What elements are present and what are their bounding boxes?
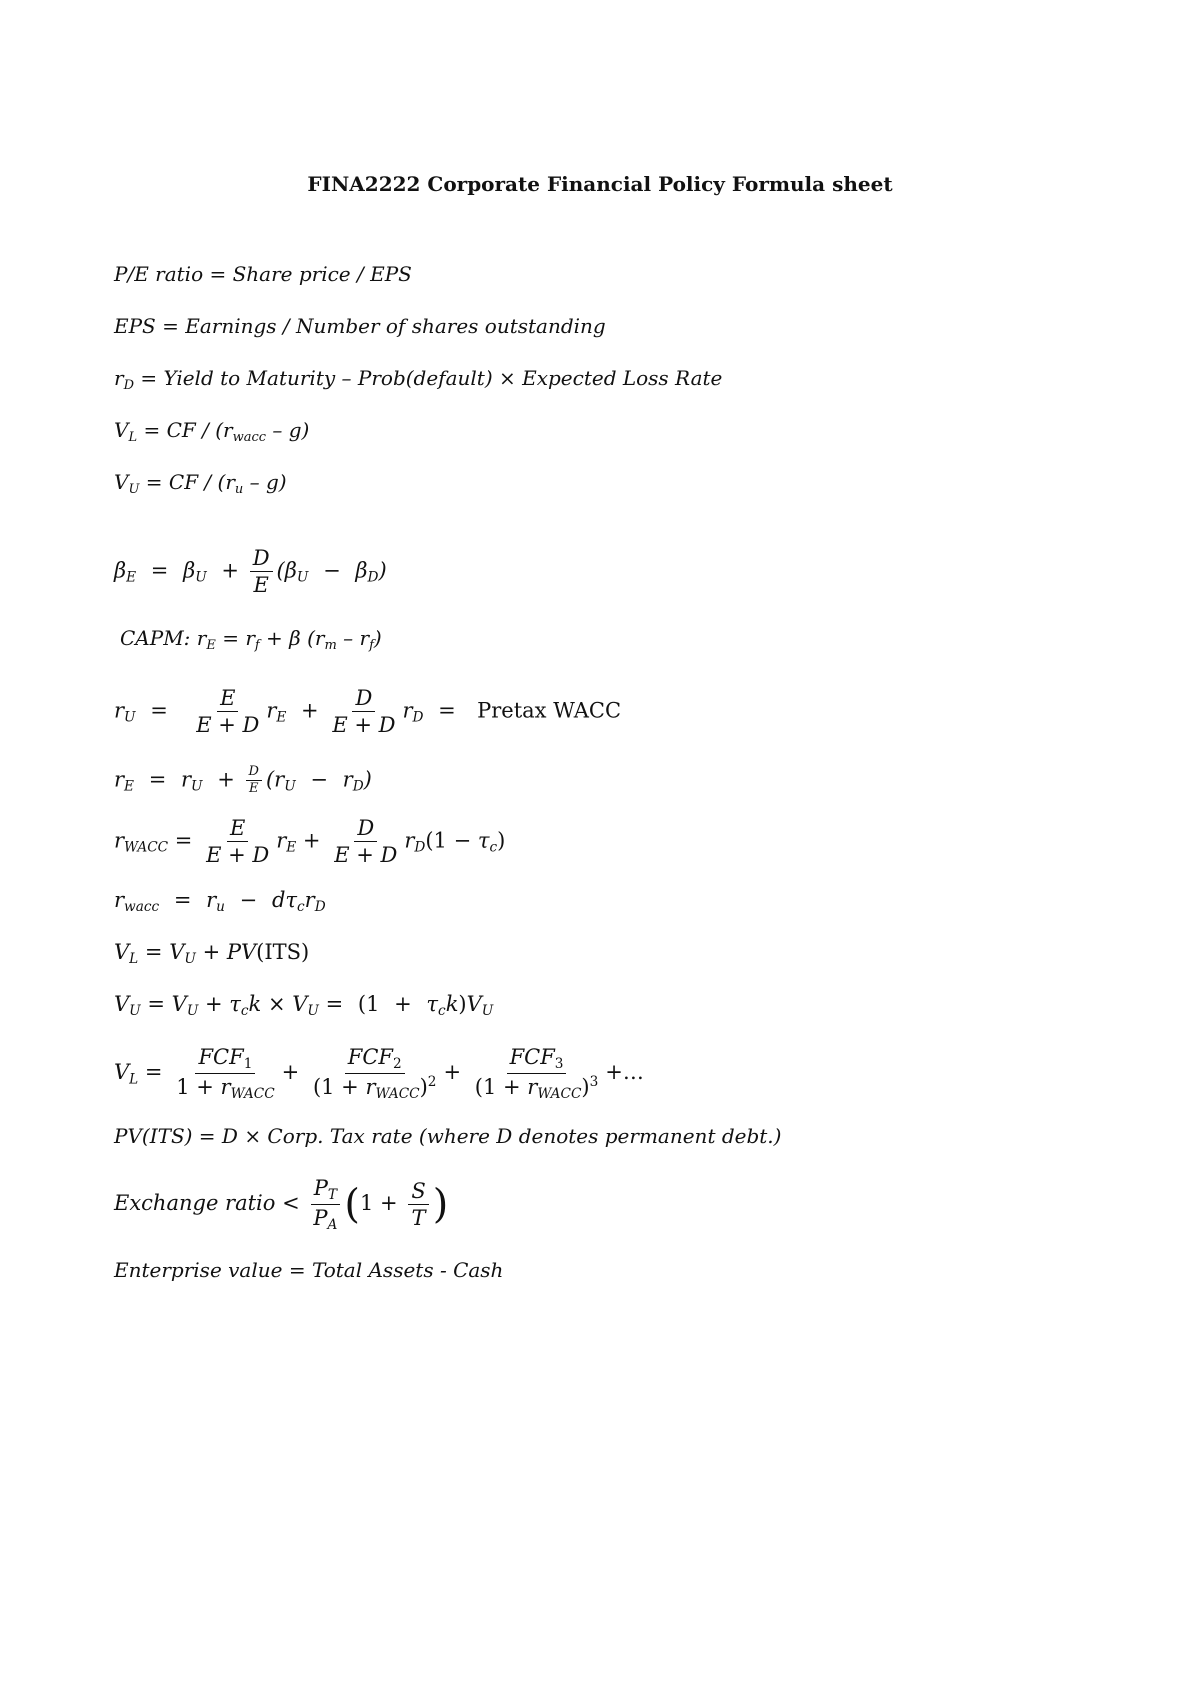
vu-growth-tail: – g) [243,470,287,494]
capm-label: CAPM: r [120,626,207,650]
vl-growth-tail: – g) [266,418,310,442]
vl-fcf-series-formula: $V_L$ = $\frac{FCF_1}{1 + r_{WACC}}$ + $\frac{FCF_2}{(1 + r_{WACC})^2}$ + $\frac{FCF_3}{(1 + r_{WACC})^3}$ +… [114,1045,644,1103]
vl-apv-formula: $V_L = V_U + PV(ITS)$ [114,940,310,968]
re-levered-formula: $r_E = r_U$ + $\frac{D}{E}$ $(r_U - r_D)$ [114,764,372,797]
pe-ratio-formula: P/E ratio = Share price / EPS [114,262,412,286]
vu-tax-formula: $V_U = V_U + \tau_ck \times V_U = (1 + \tau_ck)V_U$ [114,992,494,1020]
rwacc-simplified-formula: $r_{wacc} = r_u - d\tau_cr_D$ [114,888,326,916]
beta-equity-formula: $\beta_E = \beta_U$ + $\frac{D}{E}$ $(\beta_U - \beta_D)$ [114,546,387,598]
exchange-ratio-label: Exchange ratio [114,1191,276,1216]
enterprise-value-formula: Enterprise value = Total Assets - Cash [114,1258,504,1282]
pretax-wacc-label: Pretax WACC [477,698,622,723]
pv-its-formula: PV(ITS) = D × Corp. Tax rate (where D denotes permanent debt.) [114,1124,782,1148]
exchange-ratio-formula: Exchange ratio < $\frac{P_T}{P_A}$ (1 + $\frac{S}{T}$ ) [114,1176,449,1234]
vu-growth-text: = CF / (r [145,470,235,494]
vl-growth-formula: $V_L$ = CF / $(r_{wacc} - g)$ [114,418,310,445]
page-title: FINA2222 Corporate Financial Policy Formula sheet [307,172,893,196]
capm-formula: CAPM: $r_E = r_f + \beta$ $(r_m - r_f)$ [120,626,382,653]
ru-pretax-wacc-formula: $r_U$ = $\frac{E}{E + D}$ $r_E$ + $\frac{D}{E + D}$ $r_D$ = Pretax WACC [114,686,622,738]
rd-formula: $r_D$ = Yield to Maturity – Prob(default) × Expected Loss Rate [114,366,723,393]
vu-growth-formula: $V_U$ = CF / $(r_u - g)$ [114,470,287,497]
vu-growth-sub: u [234,481,244,497]
rd-formula-text: = Yield to Maturity – Prob(default) × Expected Loss Rate [140,366,723,390]
rwacc-formula: $r_{WACC}$ = $\frac{E}{E + D}$ $r_E$ + $\frac{D}{E + D}$ $r_D(1 - \tau_c)$ [114,816,506,868]
eps-formula: EPS = Earnings / Number of shares outstanding [114,314,606,338]
capm-tail: = r [222,626,255,650]
vl-growth-text: = CF / (r [143,418,233,442]
vl-growth-sub: wacc [232,429,267,445]
